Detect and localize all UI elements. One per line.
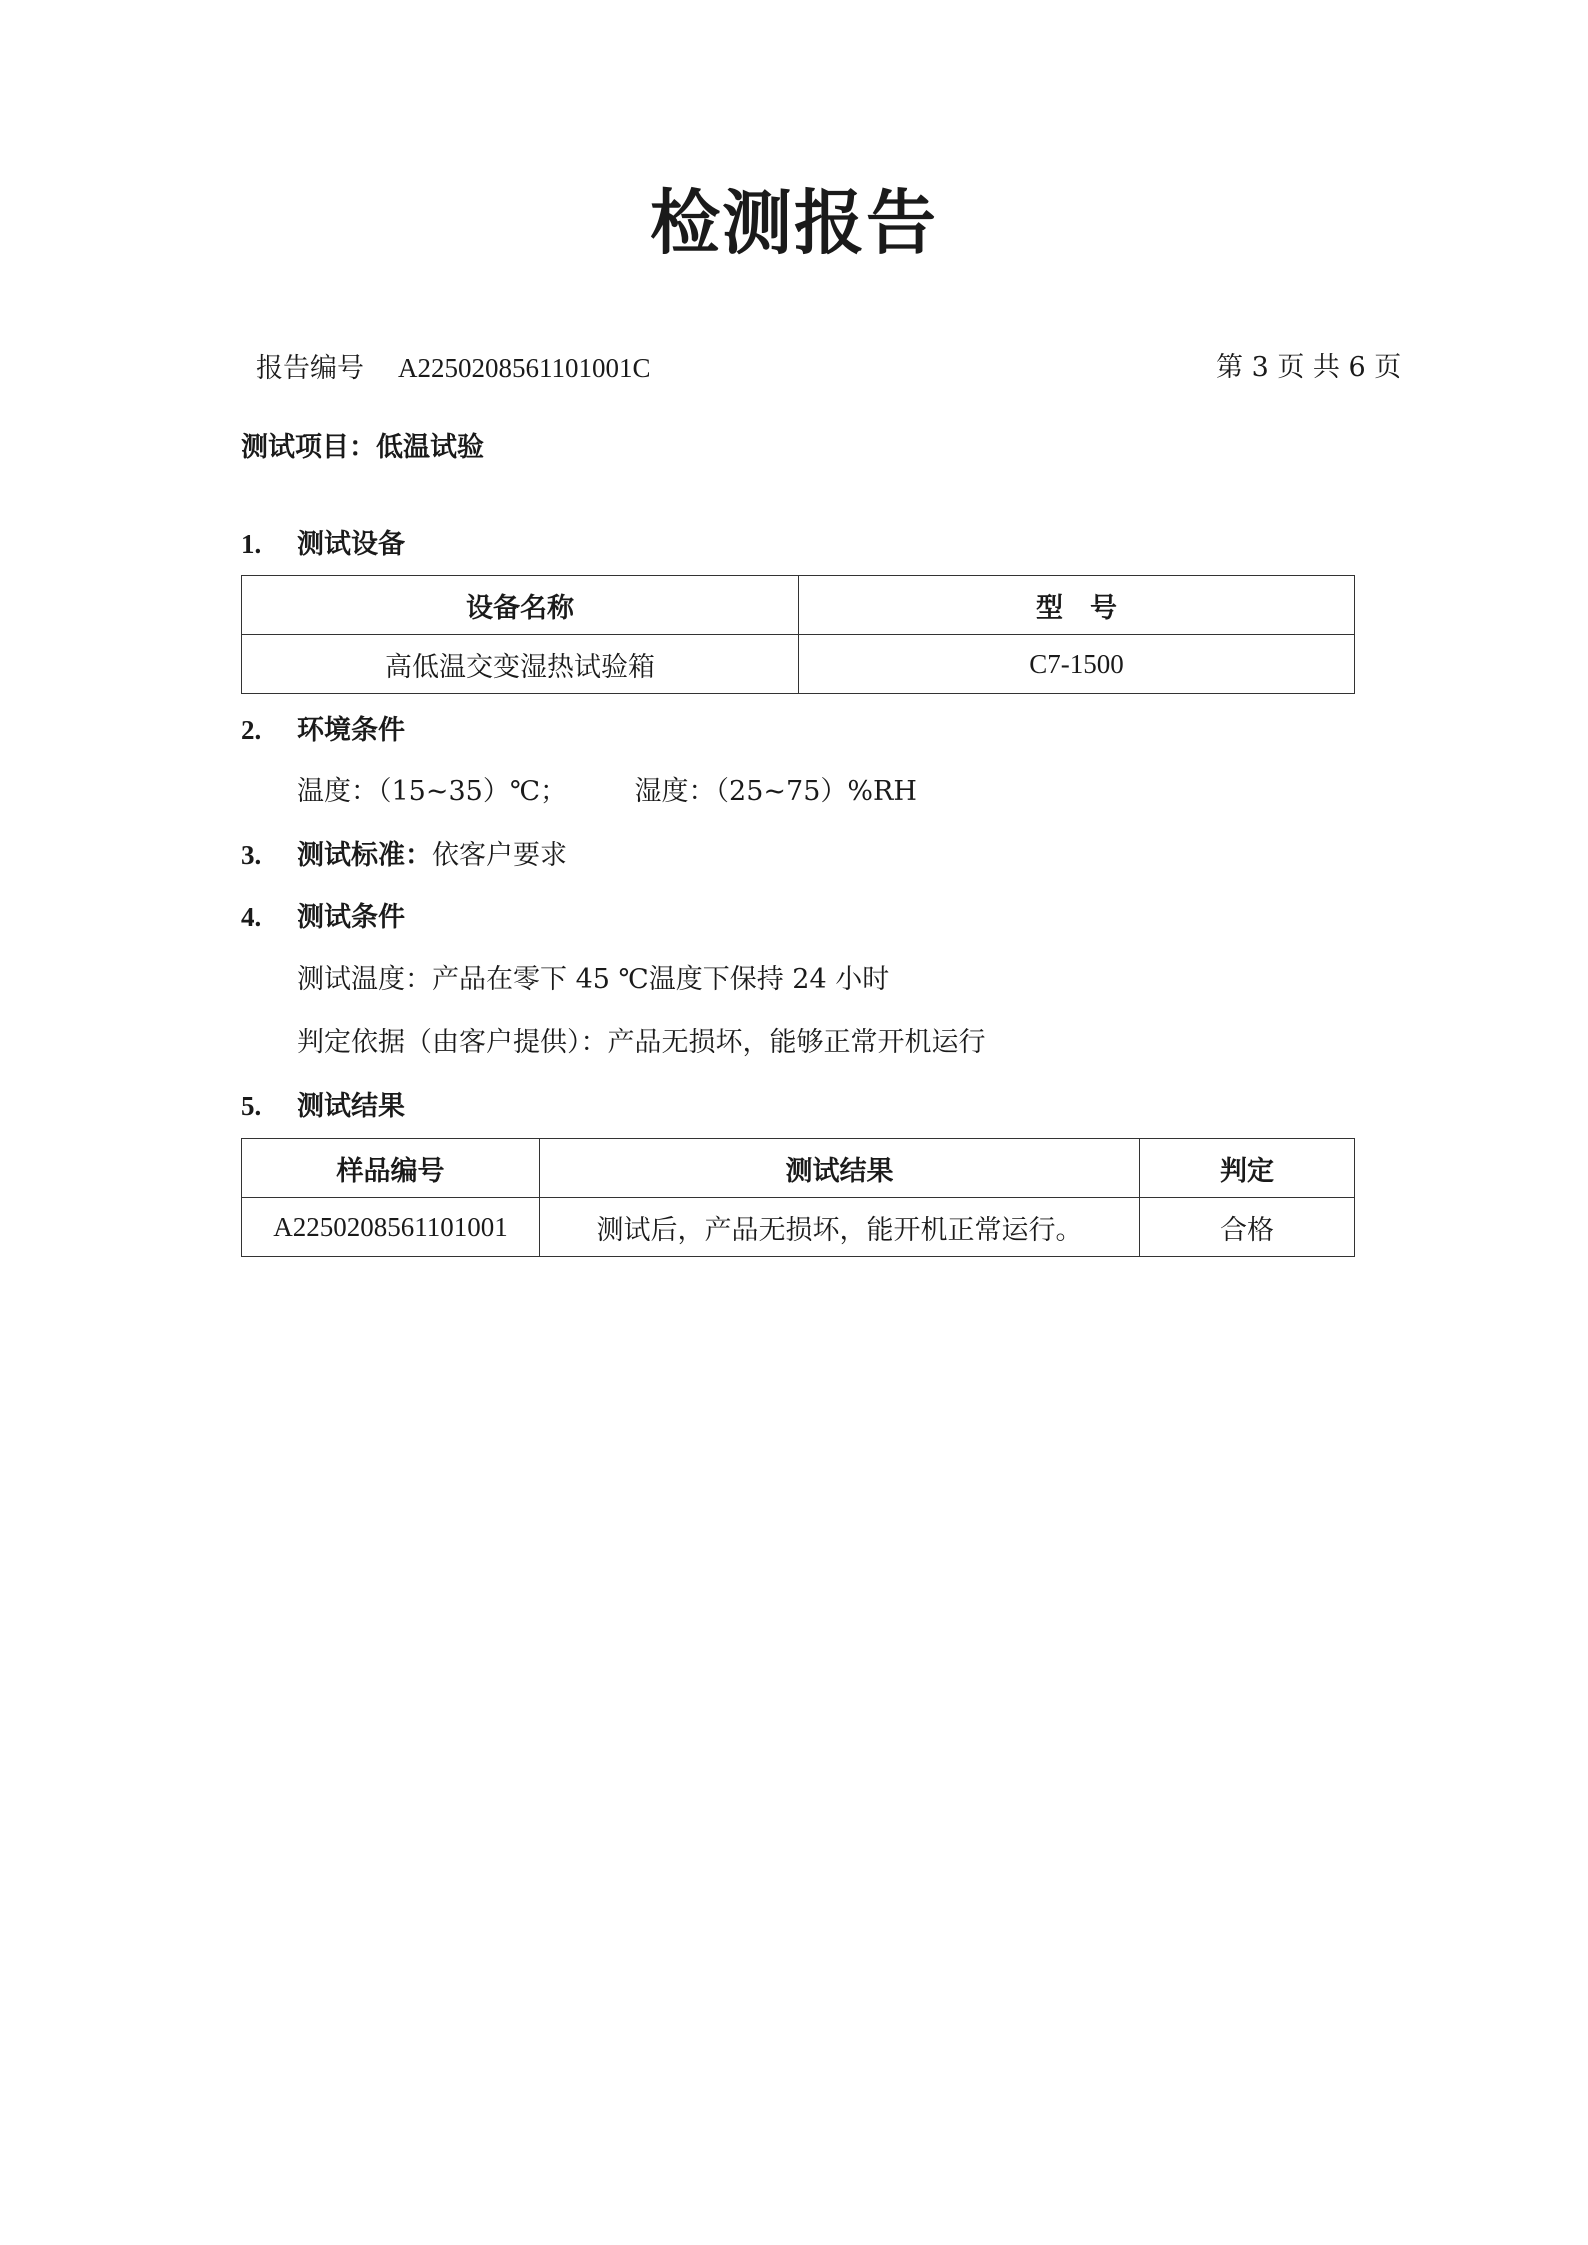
section-title: 测试设备 [297, 529, 405, 560]
section-2-heading [241, 710, 405, 751]
sample-id-cell: A2250208561101001 [242, 1198, 540, 1257]
test-project: 测试项目：低温试验 [241, 432, 484, 463]
section-number: 3. [241, 840, 262, 870]
report-title: 检测报告 [650, 181, 938, 264]
column-header: 设备名称 [242, 576, 799, 635]
section-5-heading [241, 1086, 405, 1127]
section-number: 4. [241, 902, 262, 932]
page-info: 第 3 页 共 6 页 [1216, 352, 1402, 383]
equipment-table [241, 575, 1355, 694]
section-number: 5. [241, 1091, 262, 1121]
section-title: 环境条件 [297, 715, 405, 746]
equipment-model-cell: C7-1500 [799, 635, 1355, 694]
section-title: 测试标准： [297, 840, 432, 871]
table-header-row [242, 1139, 1355, 1198]
report-number: A2250208561101001C [398, 353, 651, 383]
environment-conditions: 温度：（15~35）℃； 湿度：（25~75）%RH [297, 776, 917, 807]
test-standard-value: 依客户要求 [432, 840, 567, 871]
column-header: 型 号 [799, 576, 1355, 635]
report-number-label: 报告编号 [256, 353, 364, 384]
results-table [241, 1138, 1355, 1257]
equipment-name-cell: 高低温交变湿热试验箱 [242, 635, 799, 694]
section-4-heading [241, 897, 405, 938]
test-temperature-condition: 测试温度：产品在零下 45 ℃温度下保持 24 小时 [297, 964, 890, 995]
section-title: 测试结果 [297, 1091, 405, 1122]
report-number-line [256, 348, 651, 389]
column-header: 判定 [1140, 1139, 1355, 1198]
section-3-heading [241, 835, 567, 876]
test-result-cell: 测试后，产品无损坏，能开机正常运行。 [540, 1198, 1140, 1257]
section-title: 测试条件 [297, 902, 405, 933]
column-header: 样品编号 [242, 1139, 540, 1198]
table-row [242, 1198, 1355, 1257]
section-1-heading [241, 524, 405, 565]
table-header-row [242, 576, 1355, 635]
judgement-basis: 判定依据（由客户提供）：产品无损坏，能够正常开机运行 [297, 1027, 986, 1058]
verdict-cell: 合格 [1140, 1198, 1355, 1257]
column-header: 测试结果 [540, 1139, 1140, 1198]
table-row [242, 635, 1355, 694]
section-number: 2. [241, 715, 262, 745]
section-number: 1. [241, 529, 262, 559]
